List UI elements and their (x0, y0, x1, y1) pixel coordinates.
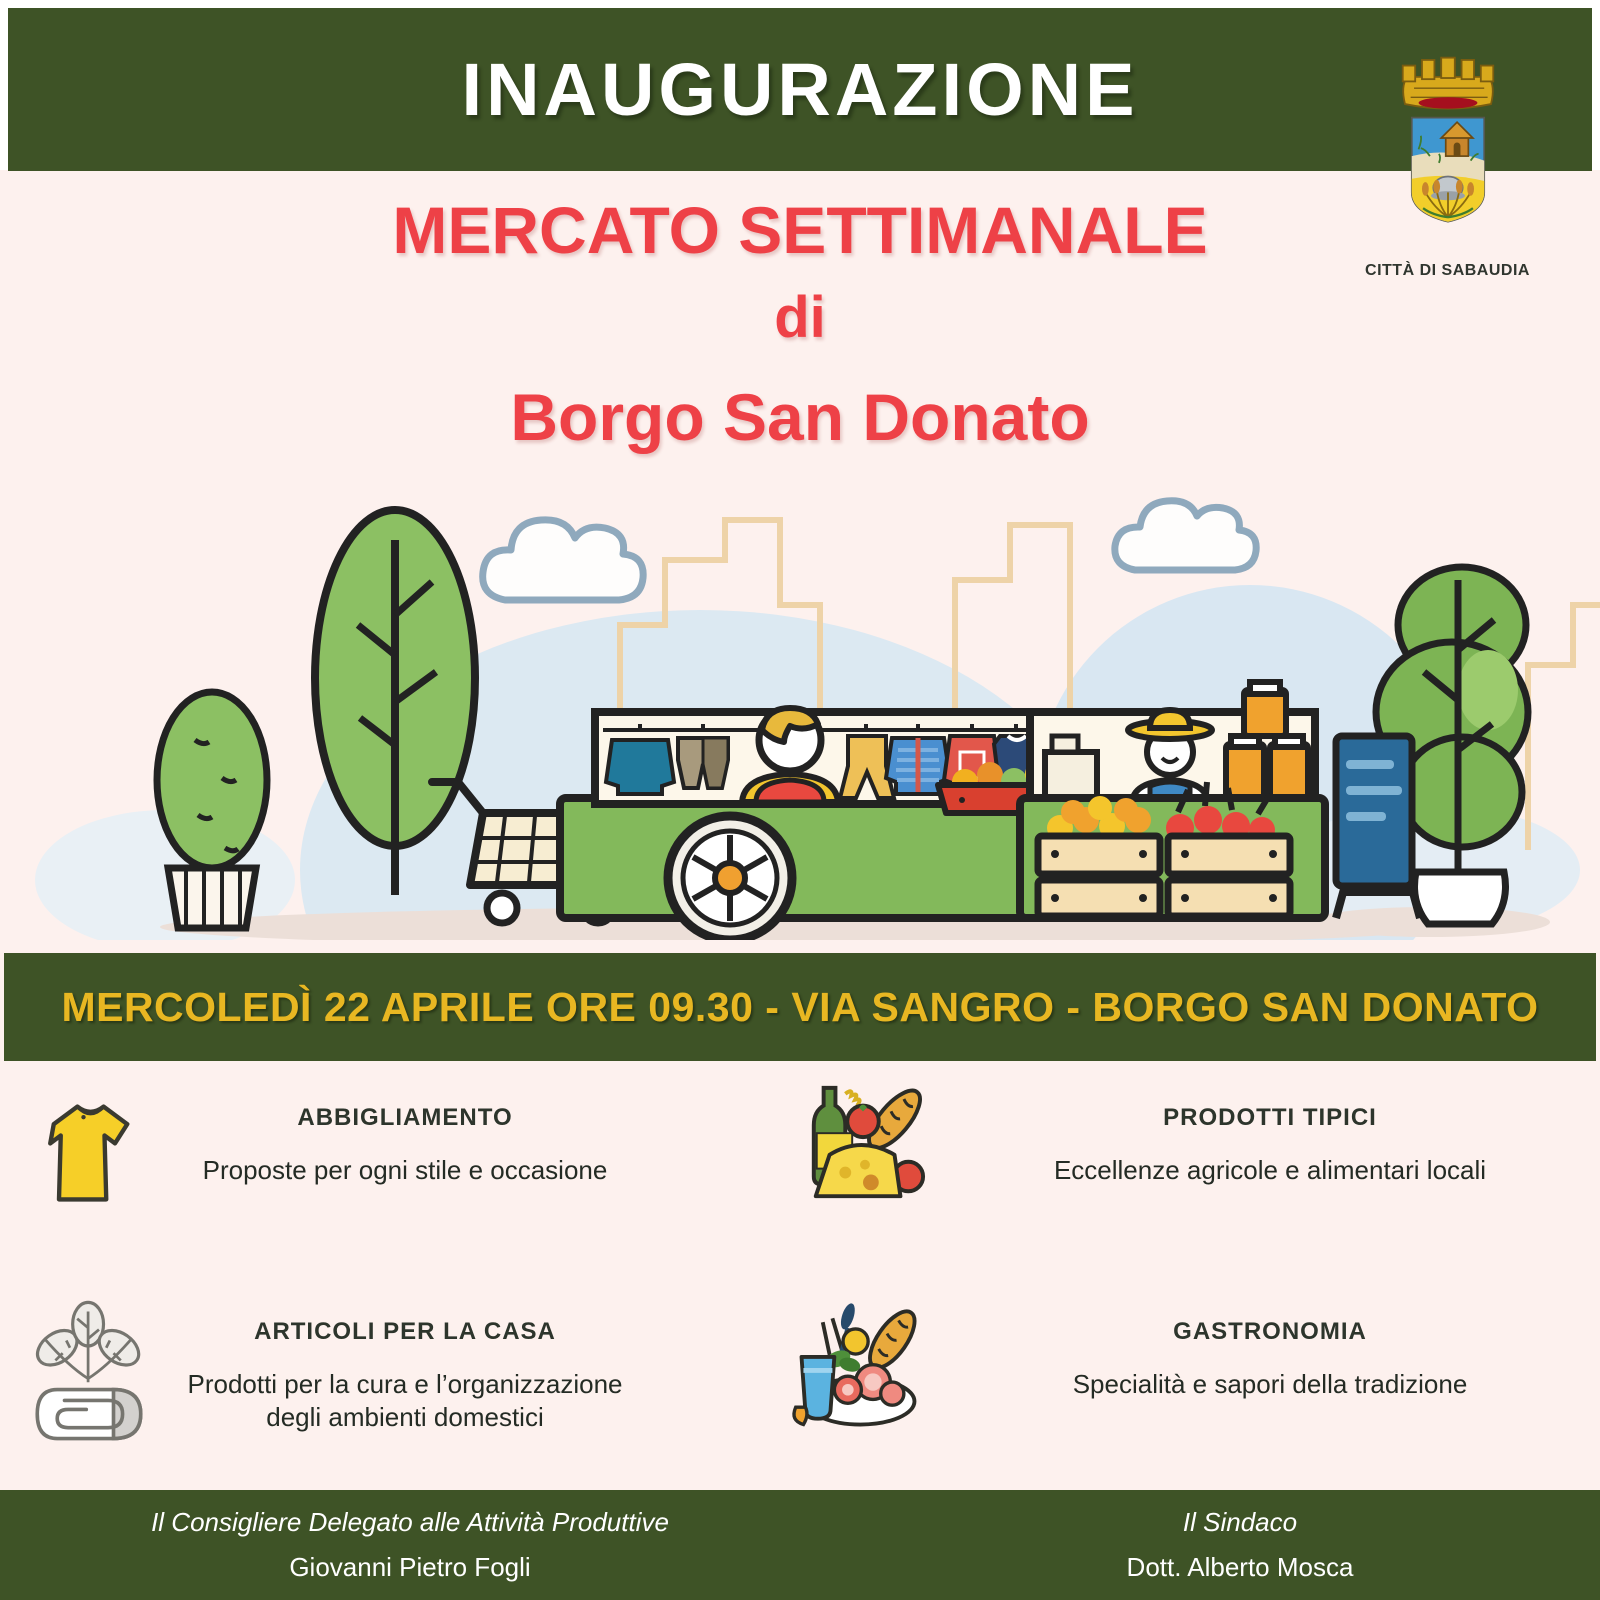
section-description: Proposte per ogni stile e occasione (202, 1155, 608, 1185)
section-description: Specialità e sapori della tradizione (1072, 1369, 1468, 1399)
footer-left-signature (60, 1490, 760, 1600)
footer-left-role: Il Consigliere Delegato alle Attività Produttive (151, 1507, 669, 1537)
footer-right-name: Dott. Alberto Mosca (1126, 1552, 1354, 1582)
section-description: Eccellenze agricole e alimentari locali (1053, 1155, 1487, 1185)
section-gastronomia (1010, 1318, 1530, 1401)
footer-band (0, 1490, 1600, 1600)
section-articoli-casa (180, 1318, 630, 1434)
event-title (0, 192, 1600, 466)
event-title-line3: Borgo San Donato (510, 380, 1090, 454)
footer-right-role: Il Sindaco (1182, 1507, 1298, 1537)
date-banner-text: MERCOLEDÌ 22 APRILE ORE 09.30 - VIA SANGRO - BORGO SAN DONATO (61, 984, 1539, 1030)
event-title-line2: di (774, 285, 826, 350)
section-description: Prodotti per la cura e l’organizzazione degli ambienti domestici (187, 1369, 623, 1432)
section-prodotti-tipici (1010, 1104, 1530, 1187)
market-illustration (0, 440, 1600, 940)
section-heading: PRODOTTI TIPICI (1163, 1104, 1377, 1131)
footer-left-name: Giovanni Pietro Fogli (289, 1552, 531, 1582)
section-heading: ABBIGLIAMENTO (297, 1104, 513, 1131)
section-heading: GASTRONOMIA (1173, 1318, 1367, 1345)
event-title-line1: MERCATO SETTIMANALE (392, 193, 1208, 267)
crest-caption: CITTÀ DI SABAUDIA (1365, 262, 1530, 279)
section-heading: ARTICOLI PER LA CASA (254, 1318, 556, 1345)
poster-title: INAUGURAZIONE (461, 48, 1139, 131)
footer-right-signature (1000, 1490, 1480, 1600)
section-abbigliamento (170, 1104, 640, 1187)
